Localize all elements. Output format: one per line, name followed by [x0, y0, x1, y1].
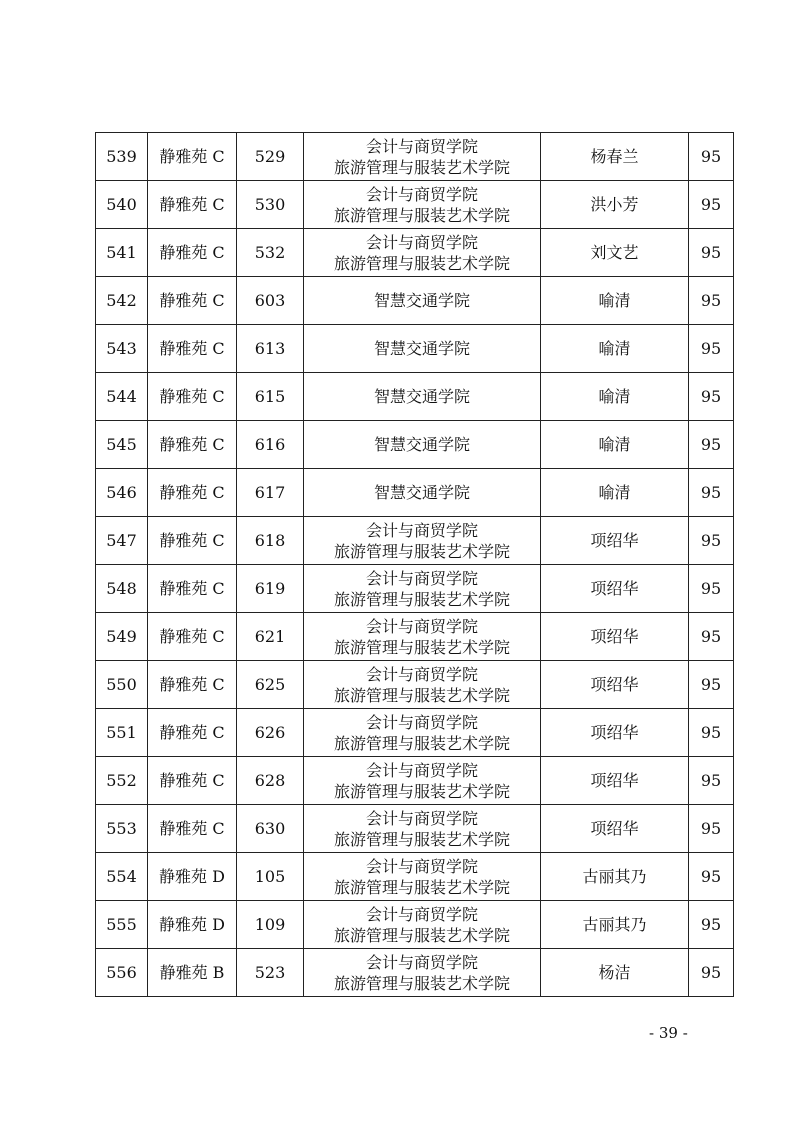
room-cell: 617 [237, 469, 304, 517]
teacher-cell: 杨春兰 [541, 133, 689, 181]
teacher-cell: 喻清 [541, 325, 689, 373]
teacher-cell: 古丽其乃 [541, 901, 689, 949]
teacher-cell: 项绍华 [541, 517, 689, 565]
building-cell: 静雅苑 C [148, 421, 237, 469]
score-cell: 95 [689, 421, 734, 469]
row-number-cell: 549 [96, 613, 148, 661]
teacher-cell: 喻清 [541, 277, 689, 325]
room-cell: 616 [237, 421, 304, 469]
building-cell: 静雅苑 D [148, 901, 237, 949]
row-number-cell: 540 [96, 181, 148, 229]
room-cell: 109 [237, 901, 304, 949]
building-cell: 静雅苑 C [148, 661, 237, 709]
college-cell [304, 133, 541, 181]
college-name: 智慧交通学院 [373, 339, 470, 358]
room-cell: 626 [237, 709, 304, 757]
building-cell: 静雅苑 C [148, 469, 237, 517]
row-number-cell: 556 [96, 949, 148, 997]
score-cell: 95 [689, 853, 734, 901]
college-name: 会计与商贸学院 [365, 808, 478, 828]
room-cell: 530 [237, 181, 304, 229]
college-cell [304, 325, 541, 373]
teacher-cell: 喻清 [541, 373, 689, 421]
room-cell: 628 [237, 757, 304, 805]
college-name: 会计与商贸学院 [365, 184, 478, 204]
table-row [96, 613, 734, 661]
teacher-cell: 项绍华 [541, 709, 689, 757]
building-cell: 静雅苑 C [148, 181, 237, 229]
score-cell: 95 [689, 661, 734, 709]
college-name: 会计与商贸学院 [365, 232, 478, 252]
score-cell: 95 [689, 757, 734, 805]
college-cell [304, 277, 541, 325]
teacher-cell: 项绍华 [541, 565, 689, 613]
building-cell: 静雅苑 C [148, 277, 237, 325]
college-name: 会计与商贸学院 [365, 856, 478, 876]
row-number-cell: 545 [96, 421, 148, 469]
room-cell: 613 [237, 325, 304, 373]
college-name: 旅游管理与服装艺术学院 [333, 637, 510, 657]
building-cell: 静雅苑 C [148, 373, 237, 421]
college-cell [304, 709, 541, 757]
college-cell [304, 805, 541, 853]
teacher-cell: 项绍华 [541, 613, 689, 661]
room-cell: 105 [237, 853, 304, 901]
college-name: 会计与商贸学院 [365, 616, 478, 636]
table-body [96, 133, 734, 997]
score-cell: 95 [689, 181, 734, 229]
teacher-cell: 喻清 [541, 469, 689, 517]
score-cell: 95 [689, 325, 734, 373]
score-cell: 95 [689, 613, 734, 661]
dormitory-score-table [95, 132, 734, 997]
college-cell [304, 949, 541, 997]
college-name: 旅游管理与服装艺术学院 [333, 925, 510, 945]
college-name: 旅游管理与服装艺术学院 [333, 973, 510, 993]
room-cell: 615 [237, 373, 304, 421]
row-number-cell: 542 [96, 277, 148, 325]
room-cell: 603 [237, 277, 304, 325]
table-row [96, 949, 734, 997]
college-name: 旅游管理与服装艺术学院 [333, 829, 510, 849]
room-cell: 532 [237, 229, 304, 277]
teacher-cell: 项绍华 [541, 757, 689, 805]
college-name: 会计与商贸学院 [365, 568, 478, 588]
college-cell [304, 373, 541, 421]
room-cell: 618 [237, 517, 304, 565]
room-cell: 630 [237, 805, 304, 853]
college-name: 智慧交通学院 [373, 435, 470, 454]
college-cell [304, 469, 541, 517]
teacher-cell: 洪小芳 [541, 181, 689, 229]
teacher-cell: 古丽其乃 [541, 853, 689, 901]
table-row [96, 325, 734, 373]
teacher-cell: 项绍华 [541, 661, 689, 709]
college-cell [304, 661, 541, 709]
college-name: 旅游管理与服装艺术学院 [333, 205, 510, 225]
college-name: 会计与商贸学院 [365, 712, 478, 732]
building-cell: 静雅苑 D [148, 853, 237, 901]
building-cell: 静雅苑 B [148, 949, 237, 997]
college-name: 会计与商贸学院 [365, 520, 478, 540]
college-name: 旅游管理与服装艺术学院 [333, 781, 510, 801]
room-cell: 621 [237, 613, 304, 661]
college-cell [304, 517, 541, 565]
college-name: 会计与商贸学院 [365, 136, 478, 156]
row-number-cell: 552 [96, 757, 148, 805]
teacher-cell: 刘文艺 [541, 229, 689, 277]
room-cell: 529 [237, 133, 304, 181]
college-cell [304, 901, 541, 949]
college-name: 智慧交通学院 [373, 291, 470, 310]
room-cell: 619 [237, 565, 304, 613]
row-number-cell: 548 [96, 565, 148, 613]
row-number-cell: 541 [96, 229, 148, 277]
row-number-cell: 553 [96, 805, 148, 853]
college-cell [304, 565, 541, 613]
college-name: 旅游管理与服装艺术学院 [333, 541, 510, 561]
score-cell: 95 [689, 565, 734, 613]
college-name: 旅游管理与服装艺术学院 [333, 157, 510, 177]
score-cell: 95 [689, 277, 734, 325]
building-cell: 静雅苑 C [148, 133, 237, 181]
score-cell: 95 [689, 949, 734, 997]
row-number-cell: 539 [96, 133, 148, 181]
building-cell: 静雅苑 C [148, 565, 237, 613]
college-name: 旅游管理与服装艺术学院 [333, 589, 510, 609]
row-number-cell: 547 [96, 517, 148, 565]
college-name: 旅游管理与服装艺术学院 [333, 733, 510, 753]
building-cell: 静雅苑 C [148, 613, 237, 661]
score-cell: 95 [689, 133, 734, 181]
row-number-cell: 543 [96, 325, 148, 373]
score-cell: 95 [689, 373, 734, 421]
college-cell [304, 853, 541, 901]
table-row [96, 517, 734, 565]
row-number-cell: 555 [96, 901, 148, 949]
teacher-cell: 喻清 [541, 421, 689, 469]
college-cell [304, 181, 541, 229]
row-number-cell: 550 [96, 661, 148, 709]
score-cell: 95 [689, 901, 734, 949]
college-name: 智慧交通学院 [373, 483, 470, 502]
table-row [96, 277, 734, 325]
table-row [96, 133, 734, 181]
college-name: 会计与商贸学院 [365, 952, 478, 972]
college-name: 智慧交通学院 [373, 387, 470, 406]
college-name: 会计与商贸学院 [365, 760, 478, 780]
building-cell: 静雅苑 C [148, 757, 237, 805]
row-number-cell: 554 [96, 853, 148, 901]
college-cell [304, 229, 541, 277]
row-number-cell: 544 [96, 373, 148, 421]
table-row [96, 757, 734, 805]
score-cell: 95 [689, 805, 734, 853]
table-row [96, 853, 734, 901]
college-name: 会计与商贸学院 [365, 904, 478, 924]
college-name: 旅游管理与服装艺术学院 [333, 253, 510, 273]
page-number: - 39 - [649, 1024, 688, 1042]
table-row [96, 421, 734, 469]
table-row [96, 709, 734, 757]
teacher-cell: 项绍华 [541, 805, 689, 853]
building-cell: 静雅苑 C [148, 325, 237, 373]
dormitory-score-table-wrapper [95, 132, 733, 997]
score-cell: 95 [689, 517, 734, 565]
score-cell: 95 [689, 229, 734, 277]
building-cell: 静雅苑 C [148, 805, 237, 853]
table-row [96, 373, 734, 421]
college-name: 旅游管理与服装艺术学院 [333, 877, 510, 897]
table-row [96, 661, 734, 709]
building-cell: 静雅苑 C [148, 709, 237, 757]
table-row [96, 181, 734, 229]
table-row [96, 805, 734, 853]
building-cell: 静雅苑 C [148, 229, 237, 277]
college-cell [304, 613, 541, 661]
college-name: 旅游管理与服装艺术学院 [333, 685, 510, 705]
table-row [96, 469, 734, 517]
row-number-cell: 551 [96, 709, 148, 757]
college-name: 会计与商贸学院 [365, 664, 478, 684]
room-cell: 523 [237, 949, 304, 997]
score-cell: 95 [689, 709, 734, 757]
table-row [96, 565, 734, 613]
building-cell: 静雅苑 C [148, 517, 237, 565]
row-number-cell: 546 [96, 469, 148, 517]
college-cell [304, 757, 541, 805]
table-row [96, 229, 734, 277]
teacher-cell: 杨洁 [541, 949, 689, 997]
score-cell: 95 [689, 469, 734, 517]
college-cell [304, 421, 541, 469]
table-row [96, 901, 734, 949]
room-cell: 625 [237, 661, 304, 709]
